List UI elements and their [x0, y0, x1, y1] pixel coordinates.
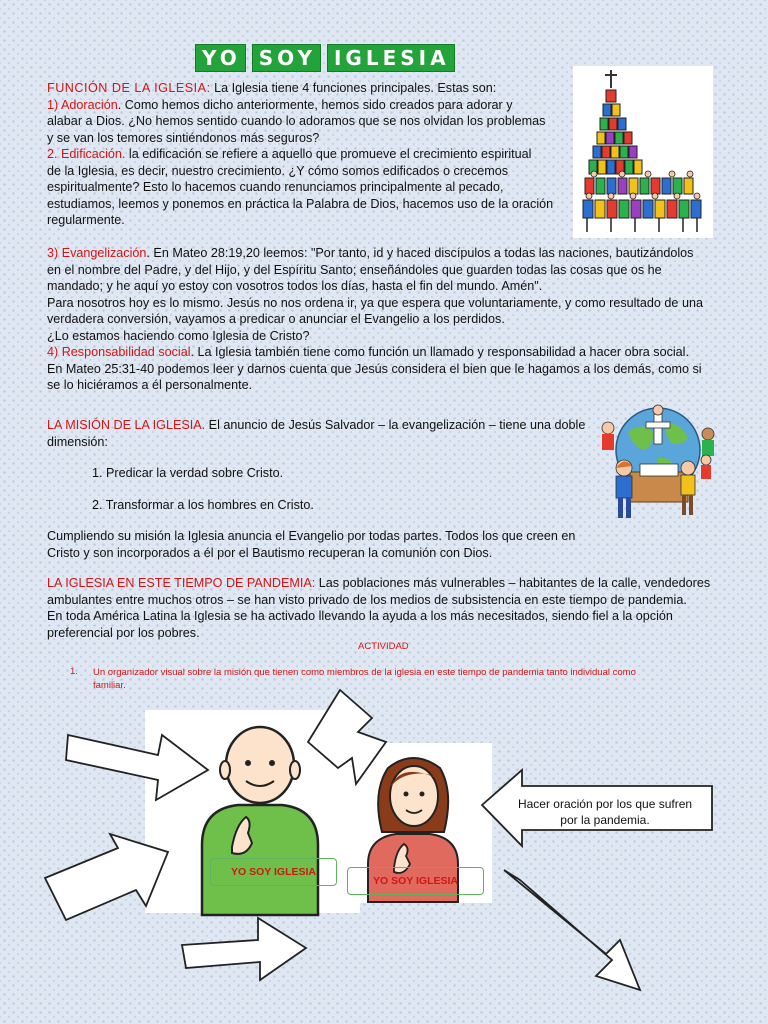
pandemia-text: ambulantes entre muchos otros – se han visto privado de los medios de subsistencia en este tiempo de pandemia.: [47, 592, 687, 607]
item1-text: alabar a Dios. ¿No hemos sentido cuando lo adoramos que se nos olvidan los problemas: [47, 114, 546, 128]
mision-text: dimensión:: [47, 434, 108, 449]
item3-text: verdadera conversión, vayamos a predicar o anunciar el Evangelio a los perdidos.: [47, 312, 505, 326]
item4-text: se lo hiciéramos a él personalmente.: [47, 378, 253, 392]
item1-text: . Como hemos dicho anteriormente, hemos sido creados para adorar y: [117, 97, 513, 112]
prayer-callout-line: por la pandemia.: [560, 813, 650, 827]
item2-text: espiritualmente? Esto lo hacemos cuando renunciamos principalmente al pecado,: [47, 180, 504, 194]
arrow-bottom-right: [504, 870, 640, 990]
item4-text: . La Iglesia también tiene como función un llamado y responsabilidad a hacer obra social.: [190, 345, 689, 359]
pandemia-text: preferencial por los pobres.: [47, 625, 200, 640]
item4-label: 4) Responsabilidad social: [47, 345, 191, 359]
prayer-callout-line: Hacer oración por los que sufren: [517, 797, 693, 811]
pandemia-text: En toda América Latina la Iglesia se ha activado llevando la ayuda a los más necesitados, siendo fiel a la opción: [47, 609, 673, 623]
arrow-top-center: [308, 690, 386, 784]
title-word-iglesia: IGLESIA: [327, 44, 455, 72]
mision-text: El anuncio de Jesús Salvador – la evangelización – tiene una doble: [205, 418, 586, 432]
funcion-intro: La Iglesia tiene 4 funciones principales. Estas son:: [210, 81, 497, 95]
mision-paragraph-line: Cumpliendo su misión la Iglesia anuncia el Evangelio por todas partes. Todos los que creen en: [47, 529, 576, 543]
title-word-soy: SOY: [252, 44, 321, 72]
item4-text: En Mateo 25:31-40 podemos leer y darnos cuenta que Jesús considera el bien que le hagamos a los demás, como si: [47, 361, 702, 376]
item3-text: ¿Lo estamos haciendo como Iglesia de Cristo?: [47, 328, 310, 343]
item2-label: 2. Edificación.: [47, 147, 126, 161]
prayer-callout: [510, 796, 700, 828]
item1-label: 1) Adoración: [47, 97, 118, 112]
item3-label: 3) Evangelización: [47, 246, 147, 260]
arrow-bottom-left: [45, 834, 168, 920]
boy-label: YO SOY IGLESIA: [231, 866, 316, 878]
activity-line: familiar.: [93, 680, 126, 691]
item3-text: en el nombre del Padre, y del Hijo, y del Espíritu Santo; enseñándoles que guarden todas las cosas que os he: [47, 262, 662, 277]
funcion-heading: FUNCIÓN DE LA IGLESIA:: [47, 81, 211, 95]
item3-text: . En Mateo 28:19,20 leemos: "Por tanto, id y haced discípulos a todas las naciones, bautizándolos: [146, 246, 694, 260]
item2-text: regularmente.: [47, 213, 125, 227]
item2-text: la edificación se refiere a aquello que promueve el crecimiento espiritual: [125, 147, 532, 161]
mision-point-2: 2. Transformar a los hombres en Cristo.: [92, 498, 314, 512]
mision-heading: LA MISIÓN DE LA IGLESIA.: [47, 418, 206, 432]
item3-text: mandado; y he aquí yo estoy con vosotros todos los días, hasta el fin del mundo. Amén".: [47, 279, 543, 293]
girl-label: YO SOY IGLESIA: [373, 875, 458, 887]
title-word-yo: YO: [195, 44, 246, 72]
mision-point-1: 1. Predicar la verdad sobre Cristo.: [92, 466, 284, 480]
arrow-bottom-center: [182, 918, 306, 980]
item2-text: de la Iglesia, es decir, nuestro crecimiento. ¿Y cómo somos edificados o crecemos: [47, 163, 509, 178]
activity-title: ACTIVIDAD: [358, 641, 409, 652]
item3-text: Para nosotros hoy es lo mismo. Jesús no nos ordena ir, ya que espera que voluntariamente, y como resultado de una: [47, 295, 703, 310]
pandemia-text: Las poblaciones más vulnerables – habitantes de la calle, vendedores: [315, 576, 711, 590]
item2-text: estudiamos, leemos y ponemos en práctica la Palabra de Dios, hacemos uso de la oración: [47, 196, 554, 211]
mision-paragraph-line: Cristo y son incorporados a él por el Bautismo recuperan la comunión con Dios.: [47, 545, 493, 560]
activity-line: Un organizador visual sobre la misión que tienen como miembros de la iglesia en este tiempo de pandemia tanto individual como: [93, 667, 636, 678]
arrow-top-left: [66, 735, 208, 800]
activity-number: 1.: [70, 666, 78, 677]
item1-text: y se van los temores sintiéndonos más seguros?: [47, 130, 320, 145]
pandemia-heading: LA IGLESIA EN ESTE TIEMPO DE PANDEMIA:: [47, 576, 316, 590]
